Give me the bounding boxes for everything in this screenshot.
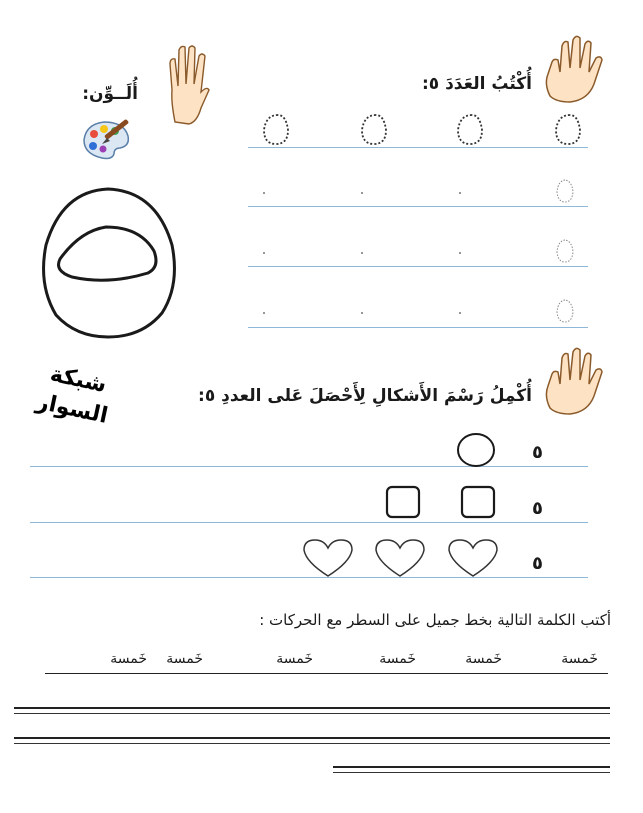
shape-row-line-1 — [30, 466, 588, 467]
row-digit-five: ٥ — [532, 442, 543, 463]
model-word: خَمسة — [110, 651, 147, 667]
guide-dot — [361, 312, 363, 314]
writing-line-2b — [14, 743, 610, 744]
hand-icon-small — [165, 42, 213, 128]
model-word: خَمسة — [166, 651, 203, 667]
heart-shape — [445, 536, 501, 580]
circle-shape — [455, 432, 497, 468]
guide-dot — [361, 192, 363, 194]
model-word: خَمسة — [379, 651, 416, 667]
number-five-outline-shape — [32, 185, 184, 340]
watermark-line-1: شبكة — [47, 361, 109, 398]
writing-line-3a — [333, 766, 610, 768]
guide-dot — [263, 312, 265, 314]
writing-line-2a — [14, 737, 610, 739]
dotted-five-glyphs-row1 — [248, 110, 588, 150]
color-title: أُلَــوِّن: — [82, 84, 138, 104]
word-baseline — [45, 673, 608, 674]
heart-shape — [300, 536, 356, 580]
square-shape — [459, 484, 497, 520]
tracing-line-2 — [248, 206, 588, 207]
word-instruction: أكتب الكلمة التالية بخط جميل على السطر مع الحركات : — [259, 611, 611, 629]
guide-dot — [361, 252, 363, 254]
hand-icon-middle — [540, 346, 610, 418]
writing-line-1a — [14, 707, 610, 709]
palette-icon — [80, 118, 132, 162]
guide-dot — [263, 252, 265, 254]
row-digit-five: ٥ — [532, 498, 543, 519]
heart-shape — [372, 536, 428, 580]
complete-shapes-title: أُكْمِلُ رَسْمَ الأَشكالِ لِأَحْصَلَ عَلى العددِ ٥: — [198, 386, 532, 406]
row-digit-five: ٥ — [532, 553, 543, 574]
square-shape — [384, 484, 422, 520]
tracing-line-3 — [248, 266, 588, 267]
guide-dot — [459, 312, 461, 314]
watermark-line-2: السوار — [34, 389, 110, 429]
write-number-title: أُكْتُبُ العَدَدَ ٥: — [421, 74, 532, 94]
model-word: خَمسة — [276, 651, 313, 667]
guide-dot — [459, 252, 461, 254]
guide-dot — [459, 192, 461, 194]
model-word: خَمسة — [561, 651, 598, 667]
dotted-five-small-rows — [550, 176, 580, 326]
shape-row-line-2 — [30, 522, 588, 523]
tracing-line-4 — [248, 327, 588, 328]
writing-line-1b — [14, 713, 610, 714]
watermark-logo — [25, 356, 126, 433]
writing-line-3b — [333, 772, 610, 773]
hand-icon-top — [540, 34, 610, 106]
guide-dot — [263, 192, 265, 194]
model-word: خَمسة — [465, 651, 502, 667]
